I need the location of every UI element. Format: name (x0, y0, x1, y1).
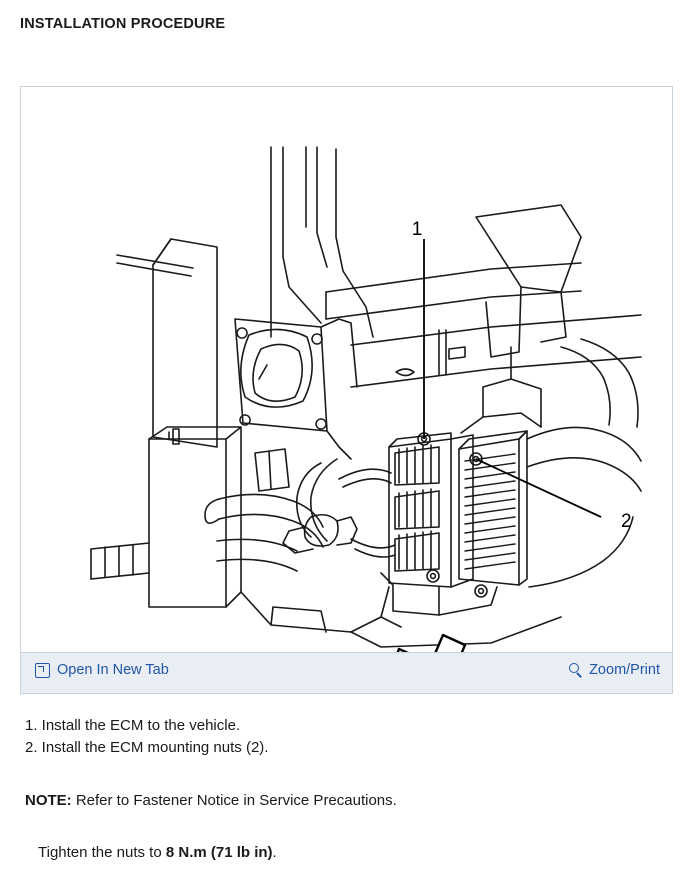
open-in-new-tab-button[interactable] (35, 662, 169, 678)
figure-illustration (21, 87, 672, 652)
zoom-print-button[interactable] (569, 662, 660, 678)
procedure-steps (25, 715, 665, 759)
list-item: 1. Install the ECM to the vehicle. (25, 717, 241, 734)
torque-suffix: . (272, 844, 277, 861)
callout-label-1: 1 (411, 219, 423, 240)
note-paragraph (25, 792, 397, 809)
page-title: INSTALLATION PROCEDURE (20, 16, 226, 32)
zoom-print-label: Zoom/Print (589, 662, 660, 678)
note-label: NOTE: (25, 792, 72, 809)
torque-prefix: Tighten the nuts to (38, 844, 166, 861)
note-text: Refer to Fastener Notice in Service Precautions. (71, 792, 397, 809)
open-in-new-tab-icon (35, 663, 50, 678)
callout-label-2: 2 (621, 511, 632, 532)
torque-spec (38, 844, 277, 861)
figure-container (20, 86, 673, 694)
figure-toolbar (21, 652, 672, 693)
magnifier-icon (569, 663, 583, 677)
list-item: 2. Install the ECM mounting nuts (2). (25, 739, 269, 756)
open-in-new-tab-label: Open In New Tab (57, 662, 169, 678)
torque-value: 8 N.m (71 lb in) (165, 844, 273, 861)
ecm-installation-diagram (21, 87, 672, 652)
